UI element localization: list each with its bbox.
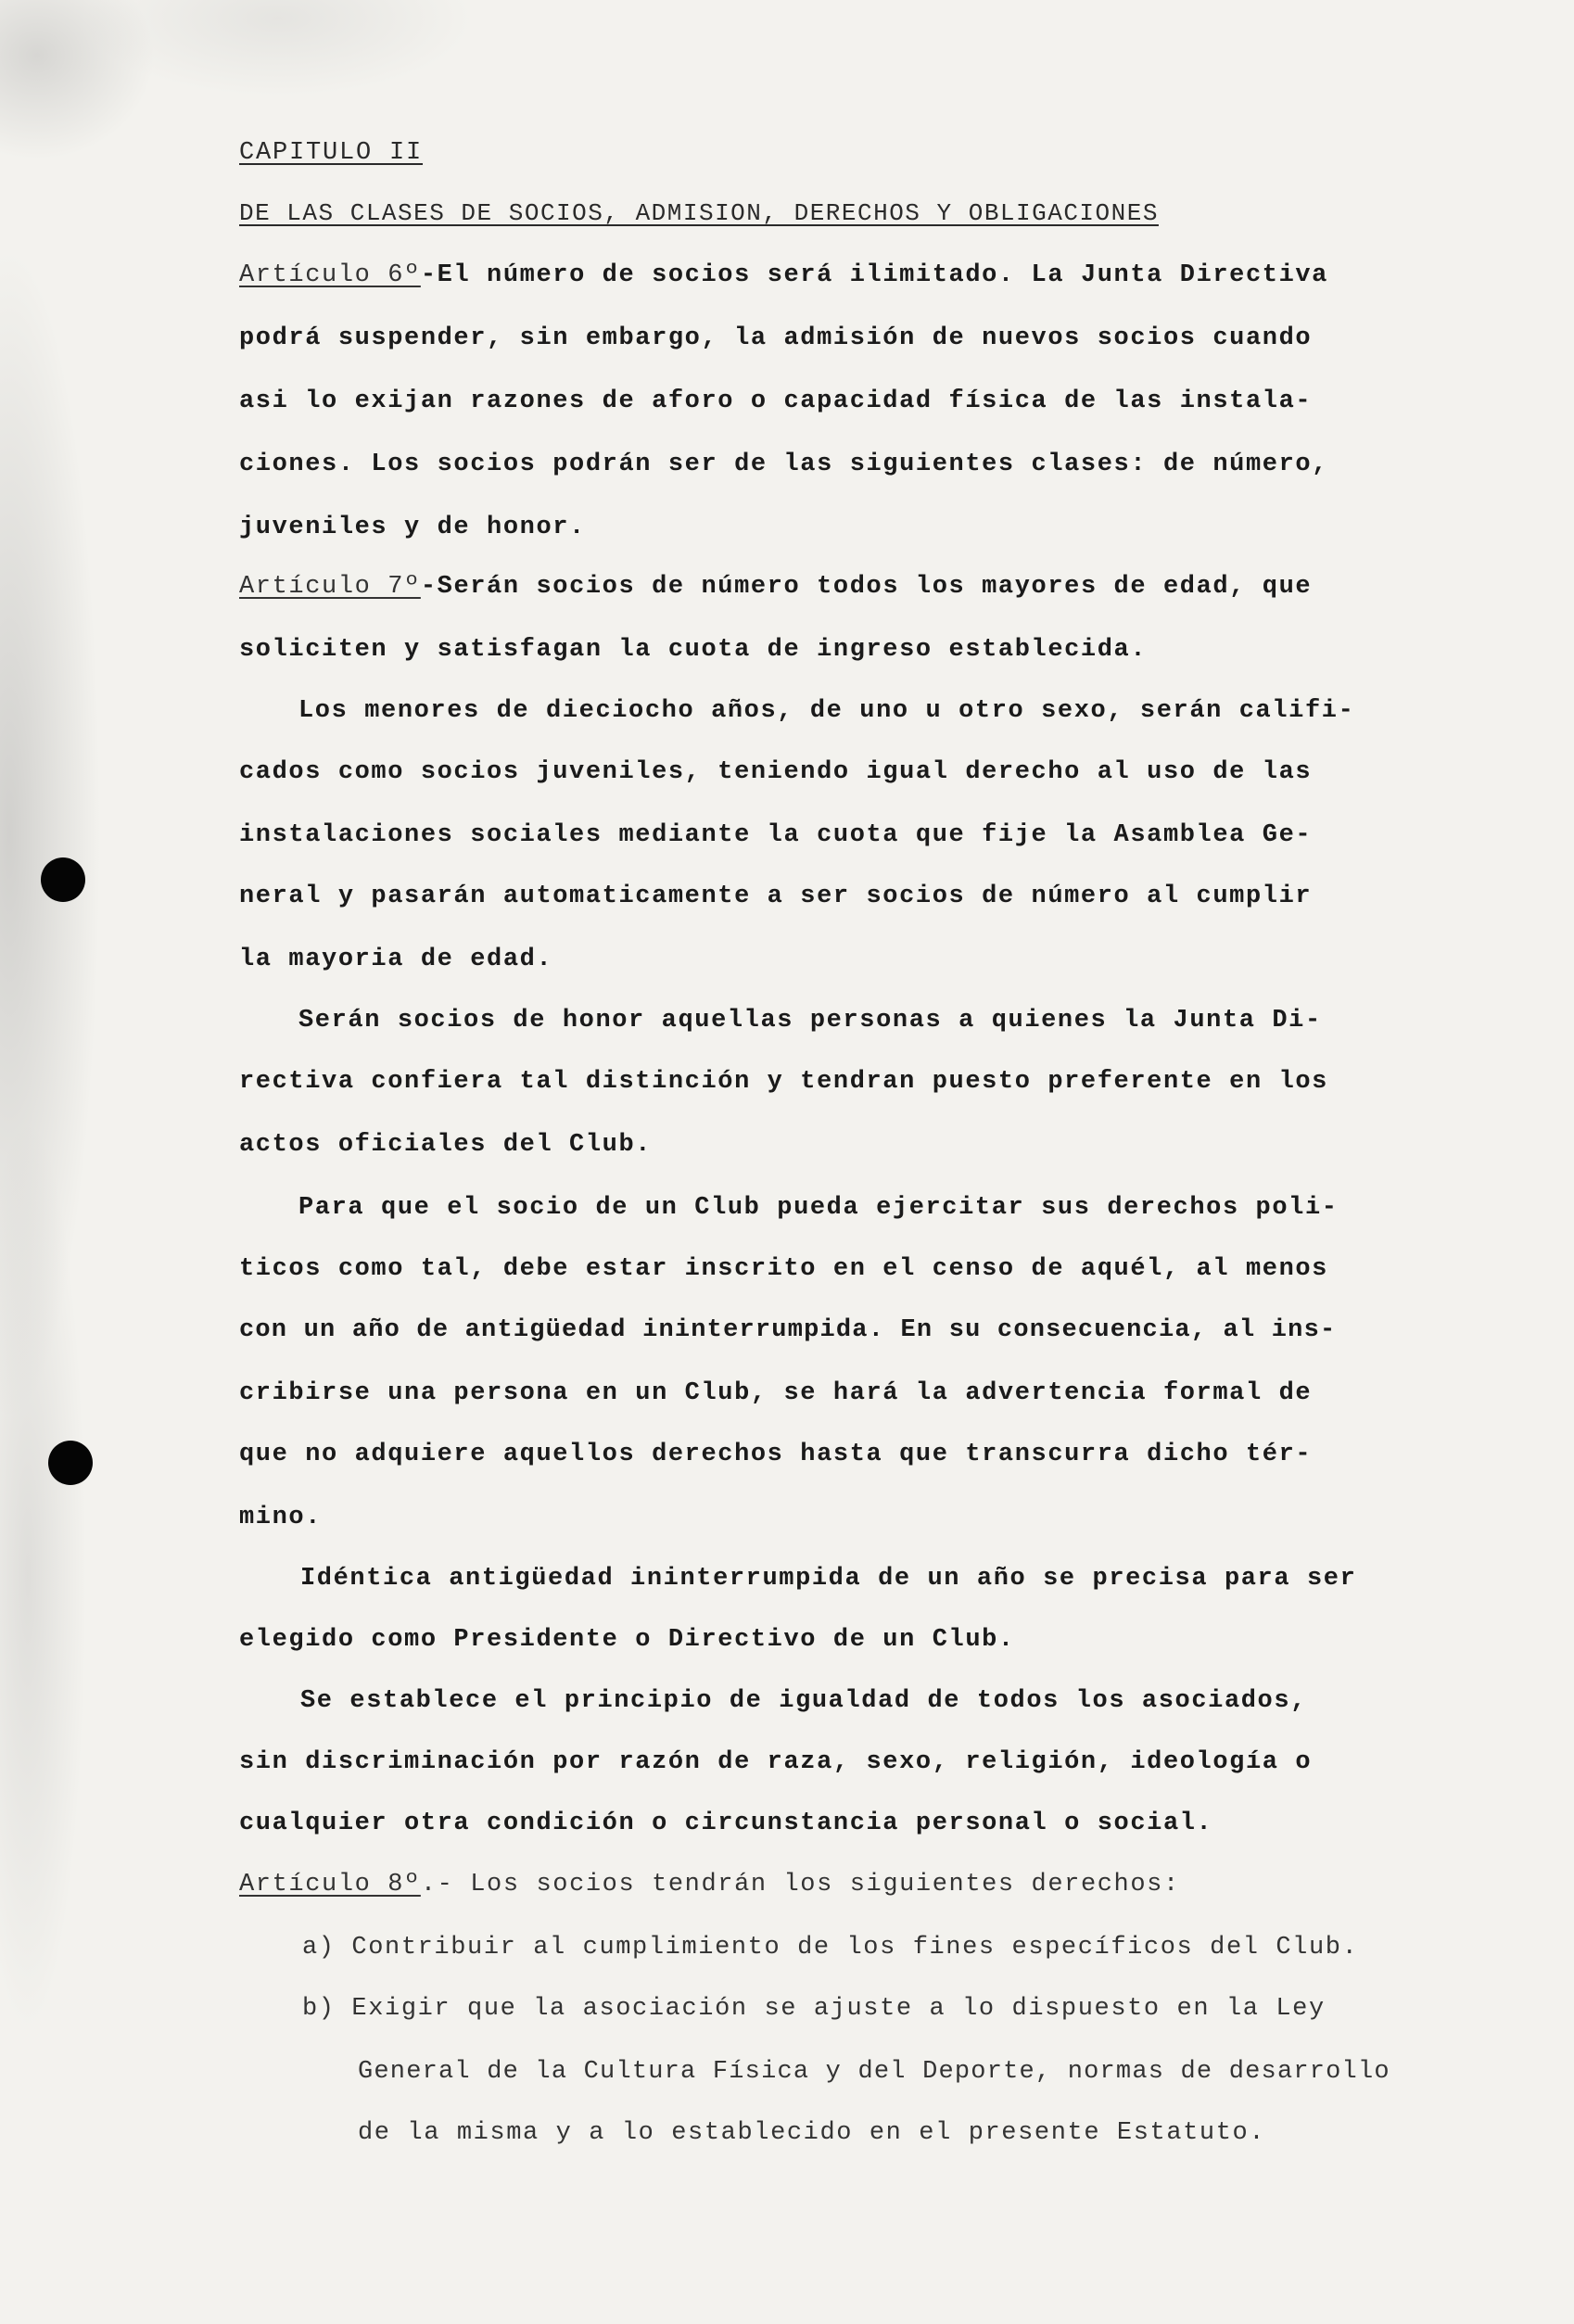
article-7-p5-line-2: elegido como Presidente o Directivo de un Club. [239, 1626, 1015, 1654]
article-6-line-5: juveniles y de honor. [239, 514, 586, 541]
article-7-p4-line-5: que no adquiere aquellos derechos hasta que transcurra dicho tér- [239, 1441, 1313, 1468]
article-6-label: Artículo 6º [239, 261, 421, 289]
article-8-item-b-line-3: de la misma y a lo establecido en el presente Estatuto. [358, 2119, 1266, 2147]
article-7-p6-line-2: sin discriminación por razón de raza, sexo, religión, ideología o [239, 1748, 1313, 1776]
chapter-title: CAPITULO II [239, 139, 424, 167]
article-7-p4-line-1: Para que el socio de un Club pueda ejercitar sus derechos poli- [298, 1194, 1339, 1222]
article-7-p2-line-1: Los menores de dieciocho años, de uno u otro sexo, serán califi- [298, 697, 1355, 725]
article-8-item-b-line-1: b) Exigir que la asociación se ajuste a lo dispuesto en la Ley [302, 1995, 1326, 2023]
article-7-p3-line-3: actos oficiales del Club. [239, 1131, 653, 1159]
article-8-item-a: a) Contribuir al cumplimiento de los fines específicos del Club. [302, 1934, 1359, 1962]
article-8-line-1 [239, 1871, 1180, 1899]
article-7-p3-line-1: Serán socios de honor aquellas personas a quienes la Junta Di- [298, 1007, 1322, 1035]
article-8-text: .- Los socios tendrán los siguientes derechos: [420, 1871, 1180, 1899]
article-7-p5-line-1: Idéntica antigüedad ininterrumpida de un año se precisa para ser [300, 1565, 1357, 1593]
article-7-p6-line-1: Se establece el principio de igualdad de todos los asociados, [300, 1687, 1307, 1715]
chapter-subtitle: DE LAS CLASES DE SOCIOS, ADMISION, DERECHOS Y OBLIGACIONES [239, 199, 1159, 227]
article-6-line-3: asi lo exijan razones de aforo o capacidad física de las instala- [239, 387, 1313, 415]
article-6-line-2: podrá suspender, sin embargo, la admisión de nuevos socios cuando [239, 324, 1313, 352]
article-6-line-4: ciones. Los socios podrán ser de las siguientes clases: de número, [239, 451, 1328, 478]
article-7-p2-line-4: neral y pasarán automaticamente a ser socios de número al cumplir [239, 883, 1313, 910]
article-6-line-1 [239, 261, 1328, 289]
article-6-text: -El número de socios será ilimitado. La Junta Directiva [420, 261, 1328, 289]
article-7-line-1 [239, 573, 1312, 601]
article-7-p4-line-2: ticos como tal, debe estar inscrito en el censo de aquél, al menos [239, 1255, 1328, 1283]
article-7-p2-line-5: la mayoria de edad. [239, 946, 553, 973]
article-7-p3-line-2: rectiva confiera tal distinción y tendran puesto preferente en los [239, 1068, 1328, 1096]
article-7-line-2: soliciten y satisfagan la cuota de ingreso establecida. [239, 636, 1148, 664]
article-8-label: Artículo 8º [239, 1871, 421, 1899]
article-7-p4-line-6: mino. [239, 1504, 323, 1531]
article-7-p4-line-3: con un año de antigüedad ininterrumpida. En su consecuencia, al ins- [239, 1316, 1337, 1344]
article-7-text: -Serán socios de número todos los mayores de edad, que [420, 573, 1313, 601]
article-7-p4-line-4: cribirse una persona en un Club, se hará la advertencia formal de [239, 1379, 1313, 1407]
article-7-p2-line-2: cados como socios juveniles, teniendo igual derecho al uso de las [239, 758, 1313, 786]
punch-hole-bottom [48, 1441, 93, 1485]
punch-hole-top [41, 857, 85, 902]
article-7-label: Artículo 7º [239, 573, 421, 601]
article-7-p6-line-3: cualquier otra condición o circunstancia personal o social. [239, 1810, 1213, 1837]
article-8-item-b-line-2: General de la Cultura Física y del Deporte, normas de desarrollo [358, 2058, 1390, 2086]
article-7-p2-line-3: instalaciones sociales mediante la cuota que fije la Asamblea Ge- [239, 821, 1313, 849]
